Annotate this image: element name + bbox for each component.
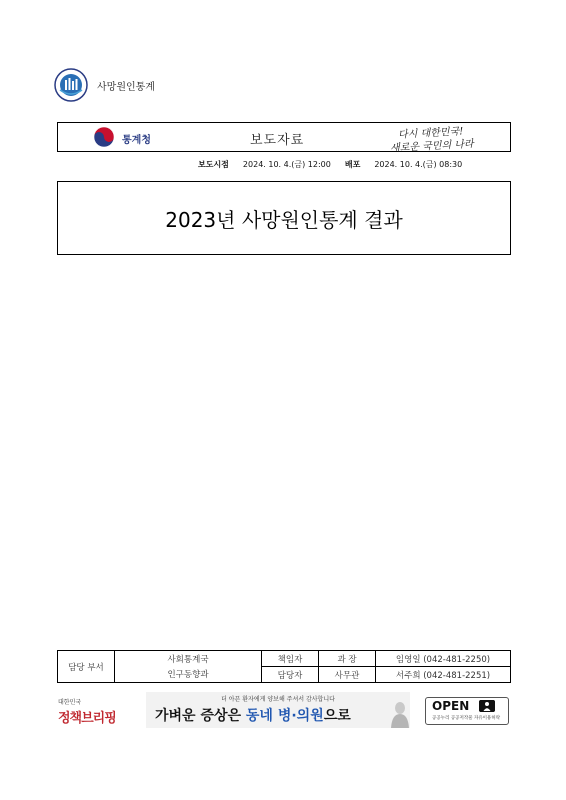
- contact-table: [57, 650, 511, 683]
- press-time-value: 2024. 10. 4.(금) 12:00: [242, 160, 331, 169]
- attribution-icon: [479, 700, 495, 712]
- campaign-subtitle: 더 아픈 환자에게 양보해 주셔서 감사합니다: [221, 696, 335, 703]
- title-cell: 사무관: [319, 667, 376, 683]
- table-row: [58, 651, 511, 667]
- dept-label: 담당 부서: [58, 651, 115, 683]
- slogan-line-1: 다시 대한민국!: [397, 126, 464, 141]
- org-title: 사망원인통계: [97, 82, 155, 93]
- kostat-name: 통계청: [122, 135, 151, 146]
- campaign-headline-part-3: 으로: [323, 708, 351, 724]
- release-info: [198, 159, 462, 170]
- press-release-label: 보도자료: [250, 133, 305, 148]
- person-figure-icon: [388, 700, 410, 728]
- title-cell: 과 장: [319, 651, 376, 667]
- campaign-headline-highlight: 동네 병·의원: [245, 708, 324, 724]
- name-phone-cell: 서주희 (042-481-2251): [376, 667, 511, 683]
- open-license-subtitle: 공공누리 공공저작물 자유이용허락: [432, 716, 501, 721]
- press-time-label: 보도시점: [198, 160, 229, 169]
- campaign-headline: [155, 705, 351, 725]
- dept-line-2: 인구동향과: [115, 667, 262, 683]
- distribution-value: 2024. 10. 4.(금) 08:30: [374, 160, 463, 169]
- statistics-logo-icon: [54, 68, 88, 102]
- distribution-label: 배포: [344, 160, 361, 169]
- policy-briefing-small-label: 대한민국: [58, 699, 82, 706]
- document-title: 2023년 사망원인통계 결과: [165, 208, 403, 232]
- open-license-label: OPEN: [432, 699, 470, 713]
- dept-line-1: 사회통계국: [115, 651, 262, 667]
- campaign-headline-part-1: 가벼운 증상은: [155, 708, 246, 724]
- role-cell: 책임자: [262, 651, 319, 667]
- slogan-line-2: 새로운 국민의 나라: [389, 138, 474, 155]
- role-cell: 담당자: [262, 667, 319, 683]
- policy-briefing-logo: 정책브리핑: [58, 711, 116, 726]
- table-row: [58, 667, 511, 683]
- name-phone-cell: 임영일 (042-481-2250): [376, 651, 511, 667]
- taegeuk-logo-icon: [93, 126, 115, 148]
